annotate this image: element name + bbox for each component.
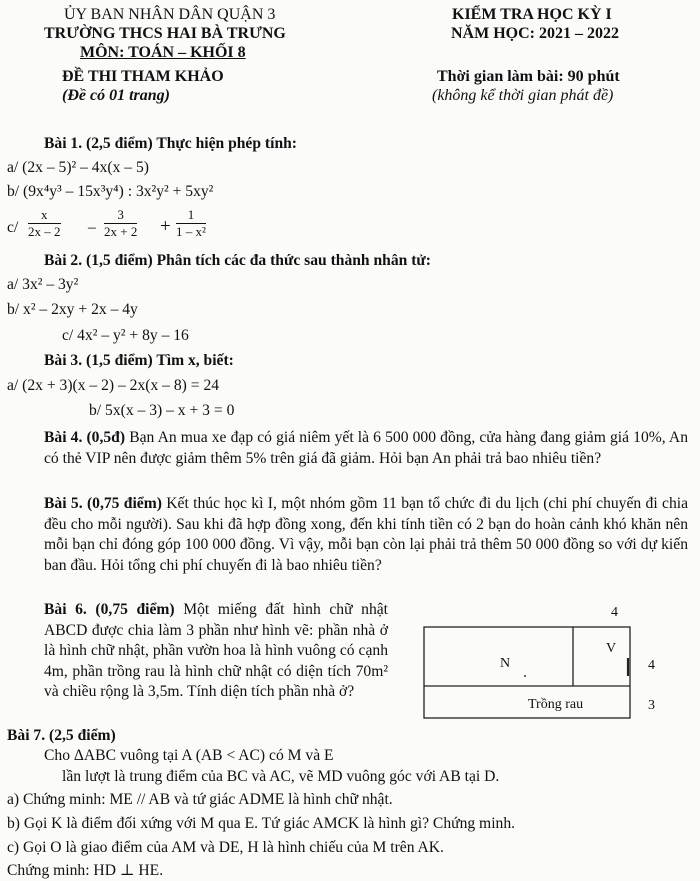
bai2-b: b/ x² – 2xy + 2x – 4y — [7, 301, 138, 318]
bai7-b: b) Gọi K là điểm đối xứng với M qua E. Tứ giác AMCK là hình gì? Chứng minh. — [7, 815, 516, 832]
bai6-text: Một miếng đất hình chữ nhật ABCD được chia làm 3 phần như hình vẽ: phần nhà ở là hình chữ nhật, phần vườn hoa là hình vuông có cạnh 4m, phần trồng rau là hình chữ nhật có diện tích 70m² và chiều rộng là 3,5m. Tính diện tích phần nhà ở? — [44, 601, 388, 700]
bai6-label: Bài 6. (0,75 điểm) — [44, 601, 175, 618]
bai4-label: Bài 4. (0,5đ) — [44, 429, 126, 446]
minus-operator: – — [88, 219, 96, 236]
bai1-c-label: c/ — [7, 219, 19, 236]
fraction-numerator: 1 — [176, 208, 206, 224]
fraction-denominator: 2x + 2 — [104, 224, 138, 239]
exam-title: KIỂM TRA HỌC KỲ I — [452, 6, 612, 23]
exam-type: ĐỀ THI THAM KHẢO — [62, 68, 224, 85]
time-note: (không kể thời gian phát đề) — [432, 87, 614, 104]
fraction-numerator: x — [28, 208, 61, 224]
subject-grade: MÔN: TOÁN – KHỐI 8 — [80, 44, 246, 61]
bai2-c: c/ 4x² – y² + 8y – 16 — [62, 327, 189, 344]
bai1-a: a/ (2x – 5)² – 4x(x – 5) — [7, 159, 149, 176]
bai7-a: a) Chứng minh: ME // AB và tứ giác ADME là hình chữ nhật. — [7, 791, 393, 808]
bai7-c: c) Gọi O là giao điểm của AM và DE, H là hình chiếu của M trên AK. — [7, 839, 444, 856]
school-year: NĂM HỌC: 2021 – 2022 — [451, 25, 619, 42]
bai3-b: b/ 5x(x – 3) – x + 3 = 0 — [89, 402, 235, 419]
bai5-label: Bài 5. (0,75 điểm) — [44, 495, 162, 512]
fraction-numerator: 3 — [104, 208, 137, 224]
house-label: N — [500, 656, 511, 671]
land-outline — [424, 627, 630, 718]
bai4-text: Bạn An mua xe đạp có giá niêm yết là 6 500 000 đồng, cửa hàng đang giảm giá 10%, An có thẻ VIP nên được giảm thêm 5% trên giá đã giảm. Hỏi bạn An phải trả bao nhiêu tiền? — [44, 429, 688, 467]
bai2-a: a/ 3x² – 3y² — [7, 276, 79, 293]
bai7-intro-2: lần lượt là trung điểm của BC và AC, vẽ MD vuông góc với AB tại D. — [62, 768, 500, 785]
school-name: TRƯỜNG THCS HAI BÀ TRƯNG — [44, 25, 286, 42]
bai1-b: b/ (9x⁴y³ – 15x³y⁴) : 3x²y² + 5xy² — [7, 183, 214, 200]
bai1-title: Bài 1. (2,5 điểm) Thực hiện phép tính: — [44, 135, 297, 152]
bai5-text: Kết thúc học kì I, một nhóm gồm 11 bạn tổ chức đi du lịch (chi phí chuyến đi chia đều cho mỗi người). Sau khi đã hợp đồng xong, đến khi tính tiền có 2 bạn do hoàn cảnh khó khăn nên mỗi bạn chỉ đóng góp 100 000 đồng. Vì vậy, mỗi bạn còn lại phải trả thêm 50 000 đồng so với dự kiến ban đầu. Hỏi tổng chi phí chuyến đi là bao nhiêu tiền? — [44, 495, 689, 574]
fraction-denominator: 2x – 2 — [28, 224, 61, 239]
fraction-denominator: 1 – x² — [176, 224, 206, 239]
bai2-title: Bài 2. (1,5 điểm) Phân tích các đa thức sau thành nhân tử: — [44, 252, 431, 269]
time-limit: Thời gian làm bài: 90 phút — [437, 68, 620, 85]
district-committee: ỦY BAN NHÂN DÂN QUẬN 3 — [64, 6, 276, 23]
bai7-c-conclusion: Chứng minh: HD ⊥ HE. — [7, 862, 164, 879]
right-upper-dimension-label: 4 — [648, 658, 655, 673]
flower-garden-label: V — [606, 641, 617, 656]
page-count-note: (Đề có 01 trang) — [62, 87, 170, 104]
bai7-intro-1: Cho ΔABC vuông tại A (AB < AC) có M và E — [44, 747, 334, 764]
vegetable-plot-label: Trồng rau — [528, 697, 584, 712]
right-lower-dimension-label: 3 — [648, 698, 655, 713]
bai7-title: Bài 7. (2,5 điểm) — [7, 727, 116, 744]
bai3-a: a/ (2x + 3)(x – 2) – 2x(x – 8) = 24 — [7, 377, 220, 394]
bai3-title: Bài 3. (1,5 điểm) Tìm x, biết: — [44, 352, 234, 369]
top-dimension-label: 4 — [611, 605, 618, 620]
plus-operator: + — [160, 216, 171, 237]
